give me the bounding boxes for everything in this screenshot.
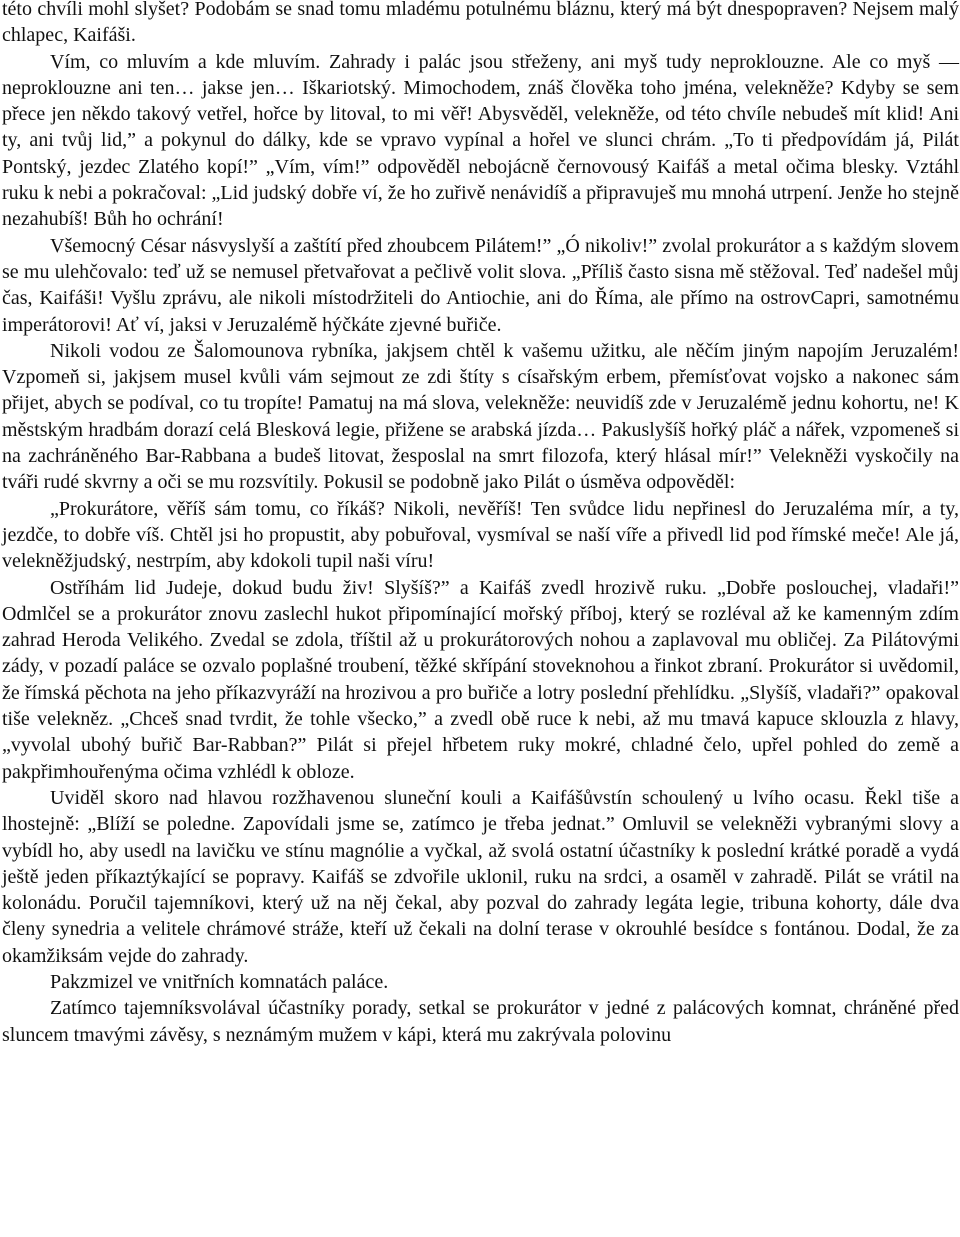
paragraph: Uviděl skoro nad hlavou rozžhavenou sluneční kouli a Kaifášůvstín schoulený u lvího ocasu. Řekl tiše a lhostejně: „Blíží se poledne. Zapovídali jsme se, zatímco je třeba jednat.” Omluvil se velekněži vybranými slovy a vybídl ho, aby usedl na lavičku ve stínu magnólie a vyčkal, až svolá ostatní účastníky k poslední krátké poradě a vydá ještě jeden příkaztýkající se popravy. Kaifáš se zdvořile uklonil, ruku na srdci, a osaměl v zahradě. Pilát se vrátil na kolonádu. Poručil tajemníkovi, který už na něj čekal, aby pozval do zahrady legáta legie, tribuna kohorty, dále dva členy synedria a velitele chrámové stráže, kteří už čekali na dolní terase v okrouhlé besídce s fontánou. Dodal, že za okamžiksám vejde do zahrady. bbox=[2, 786, 959, 967]
paragraph: Pakzmizel ve vnitřních komnatách paláce. bbox=[50, 970, 389, 993]
paragraph: Zatímco tajemníksvolával účastníky porady, setkal se prokurátor v jedné z palácových komnat, chráněné před sluncem tmavými závěsy, s neznámým mužem v kápi, která mu zakrývala polovinu bbox=[2, 997, 959, 1046]
paragraph: „Prokurátore, věříš sám tomu, co říkáš? Nikoli, nevěříš! Ten svůdce lidu nepřinesl do Jeruzaléma mír, a ty, jezdče, to dobře víš. Chtěl jsi ho propustit, aby pobuřoval, vysmíval se naší víře a přivedl lid pod římské meče! Ale já, velekněžjudský, nestrpím, aby kdokoli tupil naši víru! bbox=[2, 497, 959, 573]
paragraph: Vím, co mluvím a kde mluvím. Zahrady i palác jsou střeženy, ani myš tudy neproklouzne. Ale co myš — neproklouzne ani ten… jakse jen… Iškariotský. Mimochodem, znáš člověka toho jména, velekněže? Kdyby se sem přece jen někdo takový vetřel, hořce by litoval, to mi věř! Abysvěděl, velekněže, od této chvíle nebudeš mít klid! Ani ty, ani tvůj lid,” a pokynul do dálky, kde se vpravo vypínal a hořel ve slunci chrám. „To ti předpovídám já, Pilát Pontský, jezdec Zlatého kopí!” „Vím, vím!” odpověděl nebojácně černovousý Kaifáš a metal očima blesky. Vztáhl ruku k nebi a pokračoval: „Lid judský dobře ví, že ho zuřivě nenávidíš a připravuješ mu mnohá utrpení. Jenže ho stejně nezahubíš! Bůh ho ochrání! bbox=[2, 50, 959, 231]
paragraph-continuation: této chvíli mohl slyšet? Podobám se snad tomu mladému potulnému bláznu, který má být dnespopraven? Nejsem malý chlapec, Kaifáši. bbox=[2, 0, 959, 47]
paragraph: Ostříhám lid Judeje, dokud budu živ! Slyšíš?” a Kaifáš zvedl hrozivě ruku. „Dobře poslouchej, vladaři!” Odmlčel se a prokurátor znovu zaslechl hukot připomínající mořský příboj, který se rozléval až ke kamenným zdím zahrad Heroda Velikého. Zvedal se zdola, tříštil až u prokurátorových nohou a zaplavoval mu obličej. Za Pilátovými zády, v pozadí paláce se ozvalo poplašné troubení, těžké skřípání stoveknohou a řinkot zbraní. Prokurátor si uvědomil, že římská pěchota na jeho příkazvyráží na hrozivou a pro buřiče a lotry poslední přehlídku. „Slyšíš, vladaři?” opakoval tiše velekněz. „Chceš snad tvrdit, že tohle všecko,” a zvedl obě ruce k nebi, až mu tmavá kapuce sklouzla z hlavy, „vyvolal ubohý buřič Bar-Rabban?” Pilát si přejel hřbetem ruky mokré, chladné čelo, upřel pohled do země a pakpřimhouřenýma očima vzhlédl k obloze. bbox=[2, 576, 959, 783]
paragraph: Nikoli vodou ze Šalomounova rybníka, jakjsem chtěl k vašemu užitku, ale něčím jiným napojím Jeruzalém! Vzpomeň si, jakjsem musel kvůli vám sejmout ze zdi štíty s císařským erbem, přemísťovat vojsko a nakonec sám přijet, abych se podíval, co tu tropíte! Pamatuj na má slova, velekněže: neuvidíš zde v Jeruzalémě jednu kohortu, ne! K městským hradbám dorazí celá Blesková legie, přižene se arabská jízda… Pakuslyšíš hořký pláč a nářek, vzpomeneš si na zachráněného Bar-Rabbana a budeš litovat, žesposlal na smrt filozofa, který hlásal mír!” Velekněži vyskočily na tváři rudé skvrny a oči se mu rozsvítily. Pokusil se podobně jako Pilát o úsměva odpověděl: bbox=[2, 339, 959, 494]
paragraph: Všemocný César násvyslyší a zaštítí před zhoubcem Pilátem!” „Ó nikoliv!” zvolal prokurátor a s každým slovem se mu ulehčovalo: teď už se nemusel přetvařovat a pečlivě volit slova. „Příliš často sisna mě stěžoval. Teď nadešel můj čas, Kaifáši! Vyšlu zprávu, ale nikoli místodržiteli do Antiochie, ani do Říma, ale přímo na ostrovCapri, samotnému imperátorovi! Ať ví, jaksi v Jeruzalémě hýčkáte zjevné buřiče. bbox=[2, 234, 959, 336]
document-body bbox=[2, 0, 959, 1048]
